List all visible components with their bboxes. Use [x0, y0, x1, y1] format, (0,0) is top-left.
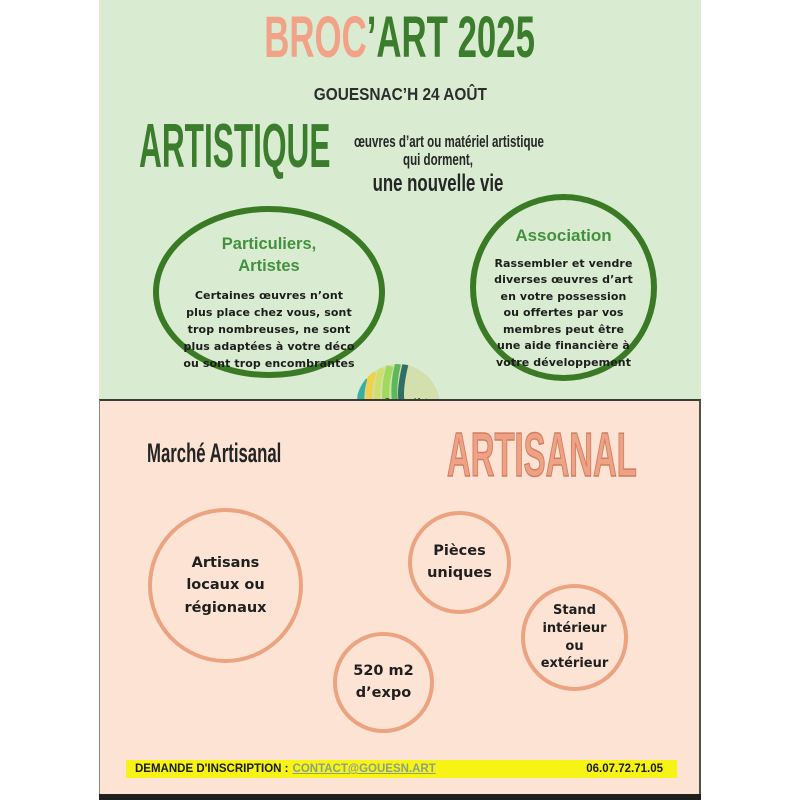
- event-title: [99, 5, 701, 70]
- bottom-edge-bar: [99, 794, 701, 800]
- tagline-line-2: qui dorment,: [403, 151, 473, 170]
- stand-circle: Stand intérieur ou extérieur: [521, 584, 628, 691]
- marche-artisanal-heading: Marché Artisanal: [147, 438, 282, 468]
- expo-area-circle: 520 m2 d’expo: [333, 632, 434, 733]
- association-body: Rassembler et vendre diverses œuvres d’art en votre possession ou offertes par vos membres peut être une aide financière à votre développement: [494, 256, 633, 369]
- pieces-uniques-circle: Pièces uniques: [408, 511, 511, 614]
- particuliers-artistes-circle: [153, 206, 385, 378]
- artistique-tagline: [354, 133, 544, 197]
- particuliers-title: Particuliers, Artistes: [221, 235, 317, 276]
- association-title: Association: [515, 226, 612, 245]
- event-title-broc: BROC: [264, 5, 368, 70]
- tagline-line-1: œuvres d’art ou matériel artistique: [354, 133, 544, 151]
- particuliers-body: Certaines œuvres n’ont plus place chez vous, sont trop nombreuses, ne sont plus adaptées à votre déco ou sont trop encombrantes: [183, 288, 355, 370]
- artisanal-heading: ARTISANAL: [447, 421, 637, 490]
- phone-number: 06.07.72.71.05: [586, 763, 663, 775]
- artistique-heading: ARTISTIQUE: [139, 112, 331, 181]
- event-title-art-2025: ’ART 2025: [367, 5, 536, 70]
- broc-art-poster: [99, 0, 701, 800]
- artisans-locaux-circle: Artisans locaux ou régionaux: [148, 508, 303, 663]
- artistique-section: [99, 0, 701, 399]
- email-link[interactable]: CONTACT@GOUESN.ART: [292, 763, 436, 775]
- artisanal-section: [99, 399, 701, 794]
- tagline-line-3: une nouvelle vie: [372, 169, 504, 197]
- association-circle: [470, 194, 657, 381]
- event-subtitle: GOUESNAC’H 24 AOÛT: [313, 84, 487, 104]
- inscription-footer-bar: [126, 760, 677, 778]
- inscription-label: DEMANDE D'INSCRIPTION :: [135, 763, 289, 775]
